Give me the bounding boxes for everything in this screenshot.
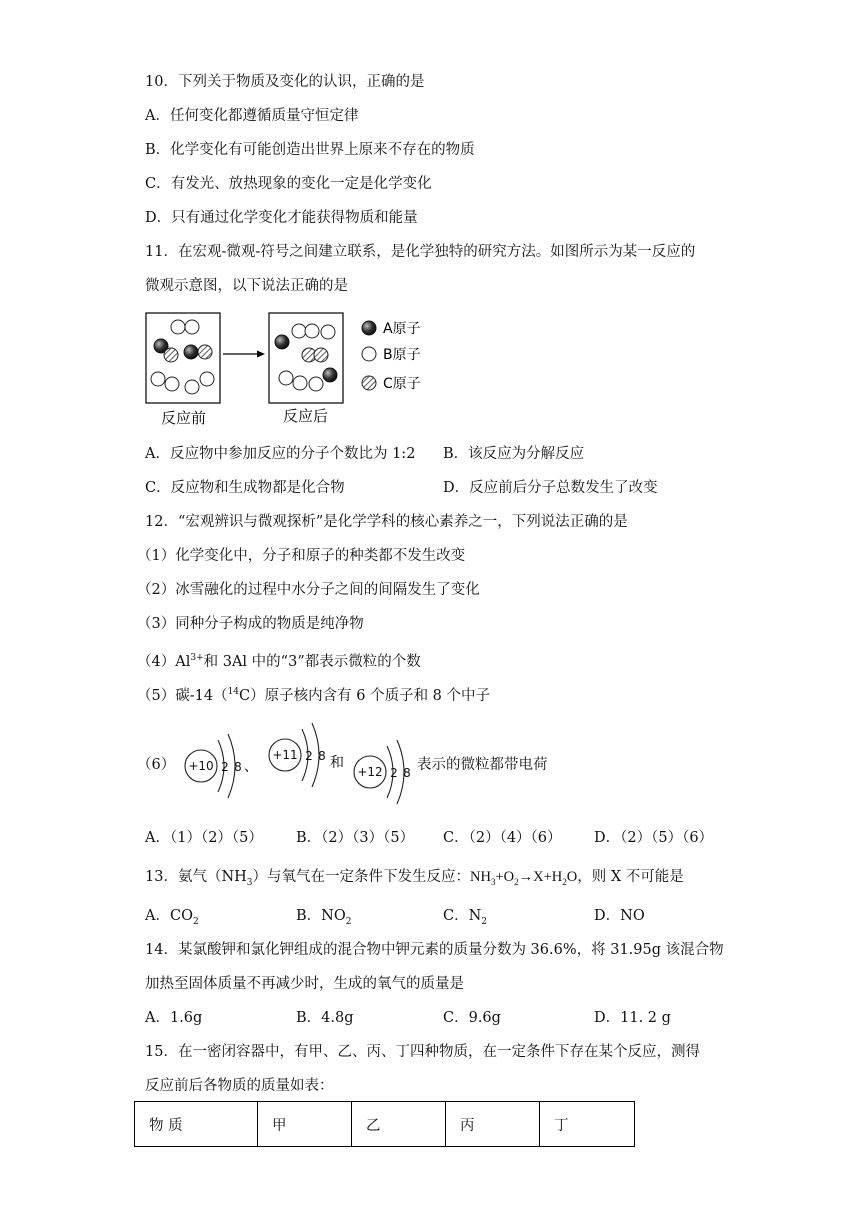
table-header-cell: 丁	[540, 1102, 635, 1147]
legend-a: A原子	[383, 321, 421, 337]
q11-reaction-diagram	[140, 305, 460, 430]
q14-option-a: A．1.6g	[145, 1010, 203, 1026]
q13-equation: $NH_3+O_2\to X+H_2O$	[470, 869, 578, 887]
q12-statement-6-tail: 表示的微粒都带电荷	[417, 757, 548, 773]
q14-option-d: D．11. 2 g	[594, 1010, 671, 1026]
q15-stem-line1: 15．在一密闭容器中，有甲、乙、丙、丁四种物质，在一定条件下存在某个反应，测得	[145, 1044, 700, 1060]
q12-statement-2: （2）冰雪融化的过程中水分子之间的间隔发生了变化	[137, 582, 480, 598]
q12-option-c: C．（2）（4）（6）	[443, 830, 562, 846]
atom1-nucleus: +10	[188, 759, 214, 773]
c-atom-icon	[164, 348, 178, 362]
q13-option-a: A．$CO_2$	[145, 908, 199, 927]
q12-option-b: B．（2）（3）（5）	[296, 830, 415, 846]
q10-option-a: A．任何变化都遵循质量守恒定律	[145, 108, 359, 124]
q12-stem: 12．“宏观辨识与微观探析”是化学学科的核心素养之一，下列说法正确的是	[145, 514, 628, 530]
atom2-nucleus: +11	[272, 748, 298, 762]
legend-b: B原子	[383, 347, 421, 363]
table-row	[135, 1102, 635, 1147]
q12-statement-5: （5）碳-14（$^{14}$C）原子核内含有 6 个质子和 8 个中子	[137, 687, 491, 704]
q13-option-b: B．$NO_2$	[296, 908, 352, 927]
q12-statement-3: （3）同种分子构成的物质是纯净物	[137, 616, 364, 632]
atom1-shell2: 8	[234, 760, 242, 774]
q12-statement-1: （1）化学变化中，分子和原子的种类都不发生改变	[137, 548, 466, 564]
q12-statement-6-label: （6）	[137, 757, 176, 773]
atom3-nucleus: +12	[357, 765, 383, 779]
q12-statement-4: $(4)Al^{3+}$和 3Al 中的“3”都表示微粒的个数	[137, 653, 421, 670]
q11-stem-line1: 11．在宏观-微观-符号之间建立联系，是化学独特的研究方法。如图所示为某一反应的	[145, 244, 696, 260]
before-label: 反应前	[161, 409, 207, 427]
q11-option-d: D．反应前后分子总数发生了改变	[443, 480, 658, 496]
q15-stem-line2: 反应前后各物质的质量如表：	[145, 1078, 334, 1094]
atom2-shell1: 2	[305, 749, 313, 763]
q11-stem-line2: 微观示意图，以下说法正确的是	[145, 278, 348, 294]
q10-option-b: B．化学变化有可能创造出世界上原来不存在的物质	[145, 142, 475, 158]
table-header-cell: 乙	[352, 1102, 446, 1147]
separator-1: 、	[244, 759, 258, 775]
q12-option-a: A．（1）（2）（5）	[145, 830, 263, 846]
q11-option-a: A．反应物中参加反应的分子个数比为 1:2	[145, 446, 416, 462]
separator-2: 和	[330, 755, 344, 771]
q15-mass-table	[134, 1101, 635, 1147]
q10-option-d: D．只有通过化学变化才能获得物质和能量	[145, 210, 418, 226]
arrow-icon	[257, 351, 265, 358]
q14-stem-line2: 加热至固体质量不再减少时，生成的氧气的质量是	[145, 976, 464, 992]
table-header-cell: 丙	[446, 1102, 540, 1147]
q13-stem: 13．氨气$(NH_3)$与氧气在一定条件下发生反应：$NH_3+O_2\to X+H_2O$，则 X 不可能是	[145, 869, 684, 888]
q14-stem-line1: 14．某氯酸钾和氯化钾组成的混合物中钾元素的质量分数为 36.6%，将 31.95g 该混合物	[145, 942, 724, 958]
q10-stem: 10．下列关于物质及变化的认识，正确的是	[145, 74, 425, 90]
q14-option-b: B．4.8g	[296, 1010, 354, 1026]
atom2-shell2: 8	[318, 749, 326, 763]
table-header-cell: 甲	[258, 1102, 352, 1147]
atom1-shell1: 2	[221, 760, 229, 774]
q10-option-c: C．有发光、放热现象的变化一定是化学变化	[145, 176, 432, 192]
q14-option-c: C．9.6g	[443, 1010, 501, 1026]
after-label: 反应后	[283, 407, 329, 425]
q13-option-c: C．$N_2$	[443, 908, 488, 927]
q11-option-c: C．反应物和生成物都是化合物	[145, 480, 345, 496]
q12-option-d: D．（2）（5）（6）	[594, 830, 714, 846]
q13-option-d: D．NO	[594, 908, 645, 924]
legend-c: C原子	[383, 376, 421, 392]
q11-option-b: B．该反应为分解反应	[443, 446, 585, 462]
table-header-cell: 物 质	[135, 1102, 258, 1147]
atom3-shell2: 8	[403, 766, 411, 780]
q12-atom-structures	[180, 722, 450, 810]
atom3-shell1: 2	[390, 766, 398, 780]
